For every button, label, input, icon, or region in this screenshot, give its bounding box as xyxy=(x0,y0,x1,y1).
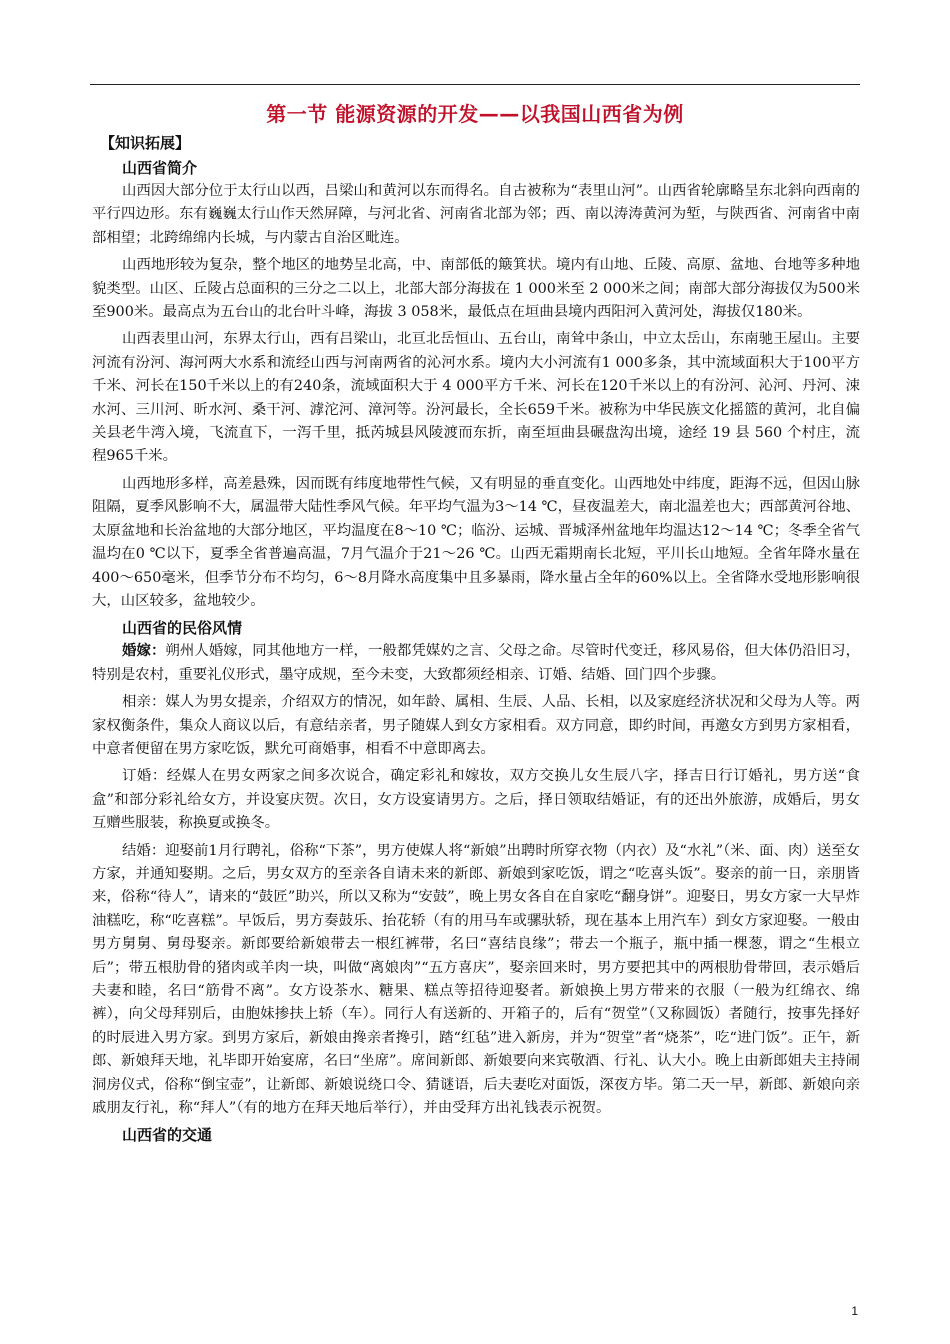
intro-paragraph: 山西表里山河，东界太行山，西有吕梁山，北亘北岳恒山、五台山，南耸中条山，中立太岳山，东南驰王屋山。主要河流有汾河、海河两大水系和流经山西与河南两省的沁河水系。境内大小河流有1 000多条，其中流域面积大于100平方千米、河长在150千米以上的有240条，流域面积大于 4 000平方千米、河长在120千米以上的有汾河、沁河、丹河、涑水河、三川河、昕水河、桑干河、滹沱河、漳河等。汾河最长，全长659千米。被称为中华民族文化摇篮的黄河，北自偏关县老牛湾入境，飞流直下，一泻千里，抵芮城县风陵渡而东折，南至垣曲县碾盘沟出境，途经 19 县 560 个村庄，流程965千米。 xyxy=(92,331,860,465)
document-body xyxy=(92,130,860,1147)
marriage-text: 朔州人婚嫁，同其他地方一样，一般都凭媒妁之言、父母之命。尽管时代变迁，移风易俗，但大体仍沿旧习，特别是农村，重要礼仪形式，墨守成规，至今未变，大致都须经相亲、订婚、结婚、回门四个步骤。 xyxy=(92,643,860,683)
section-label: 【知识拓展】 xyxy=(100,134,191,152)
page-number: 1 xyxy=(851,1304,858,1318)
heading-transport: 山西省的交通 xyxy=(122,1126,213,1145)
customs-paragraph: 相亲：媒人为男女提亲，介绍双方的情况，如年龄、属相、生辰、人品、长相，以及家庭经济状况和父母为人等。两家权衡条件，集众人商议以后，有意结亲者，男子随媒人到女方家相看。双方同意，即约时间，再邀女方到男方家相看，中意者便留在男方家吃饭，默允可商婚事，相看不中意即离去。 xyxy=(92,694,860,757)
marriage-paragraph xyxy=(92,640,860,687)
customs-paragraph: 订婚：经媒人在男女两家之间多次说合，确定彩礼和嫁妆，双方交换儿女生辰八字，择吉日行订婚礼，男方送“食盒”和部分彩礼给女方，并设宴庆贺。次日，女方设宴请男方。之后，择日领取结婚证，有的还出外旅游，成婚后，男女互赠些服装，称换夏或换冬。 xyxy=(92,768,860,832)
page-title: 第一节 能源资源的开发——以我国山西省为例 xyxy=(266,102,684,126)
heading-intro: 山西省简介 xyxy=(122,159,198,177)
intro-paragraph: 山西地形较为复杂，整个地区的地势呈北高，中、南部低的簸箕状。境内有山地、丘陵、高原、盆地、台地等多种地貌类型。山区、丘陵占总面积的三分之二以上，北部大部分海拔在 1 000米至 2 000米之间；南部大部分海拔仅为500米至900米。最高点为五台山的北台叶斗峰，海拔 3 058米，最低点在垣曲县境内西阳河入黄河处，海拔仅180米。 xyxy=(92,257,860,321)
header-rule xyxy=(90,84,860,85)
intro-paragraph: 山西因大部分位于太行山以西，吕梁山和黄河以东而得名。自古被称为“表里山河”。山西省轮廓略呈东北斜向西南的平行四边形。东有巍巍太行山作天然屏障，与河北省、河南省北部为邻；西、南以涛涛黄河为堑，与陕西省、河南省中南部相望；北跨绵绵内长城，与内蒙古自治区毗连。 xyxy=(92,183,860,246)
heading-customs: 山西省的民俗风情 xyxy=(122,619,243,638)
marriage-lead: 婚嫁： xyxy=(122,643,166,660)
customs-paragraph: 结婚：迎娶前1月行聘礼，俗称“下茶”，男方使媒人将“新娘”出聘时所穿衣物（内衣）及“水礼”（米、面、肉）送至女方家，并通知娶期。之后，男女双方的至亲各自请未来的新郎、新娘到家吃饭，谓之“吃喜头饭”。娶亲的前一日，亲朋皆来，俗称“待人”，请来的“鼓匠”助兴，所以又称为“安鼓”，晚上男女各自在自家吃“翻身饼”。迎娶日，男女方家一大早炸油糕吃，称“吃喜糕”。早饭后，男方奏鼓乐、抬花轿（有的用马车或骡驮轿，现在基本上用汽车）到女方家迎娶。一般由男方舅舅、舅母娶亲。新郎要给新娘带去一根红裤带，名曰“喜结良缘”；带去一个瓶子，瓶中插一棵葱，谓之“生根立后”；带五根肋骨的猪肉或羊肉一块，叫做“离娘肉”“五方喜庆”，娶亲回来时，男方要把其中的两根肋骨带回，表示婚后夫妻和睦，名曰“筋骨不离”。女方设茶水、糖果、糕点等招待迎娶者。新娘换上男方带来的衣服（一般为红绵衣、绵裤），向父母拜别后，由胞妹掺扶上轿（车）。同行人有送新的、开箱子的，后有“贺堂”（又称圆饭）者随行，按事先择好的时辰进入男方家。到男方家后，新娘由搀亲者搀引，踏“红毡”进入新房，并为“贺堂”者“烧茶”，吃“进门饭”。正午，新郎、新娘拜天地，礼毕即开始宴席，名曰“坐席”。席间新郎、新娘要向来宾敬酒、行礼、认大小。晚上由新郎姐夫主持闹洞房仪式，俗称“倒宝壶”，让新郎、新娘说绕口令、猜谜语，后夫妻吃对面饭，深夜方毕。第二天一早，新郎、新娘向亲戚朋友行礼，称“拜人”（有的地方在拜天地后举行），并由受拜方出礼钱表示祝贺。 xyxy=(92,842,860,1117)
intro-paragraph: 山西地形多样，高差悬殊，因而既有纬度地带性气候，又有明显的垂直变化。山西地处中纬度，距海不远，但因山脉阻隔，夏季风影响不大，属温带大陆性季风气候。年平均气温为3～14 ℃，昼夜温差大，南北温差也大；西部黄河谷地、太原盆地和长治盆地的大部分地区，平均温度在8～10 ℃；临汾、运城、晋城泽州盆地年均温达12～14 ℃；冬季全省气温均在0 ℃以下，夏季全省普遍高温，7月气温介于21～26 ℃。山西无霜期南长北短，平川长山地短。全省年降水量在400～650毫米，但季节分布不均匀，6～8月降水高度集中且多暴雨，降水量占全年的60%以上。全省降水受地形影响很大，山区较多，盆地较少。 xyxy=(92,475,860,609)
